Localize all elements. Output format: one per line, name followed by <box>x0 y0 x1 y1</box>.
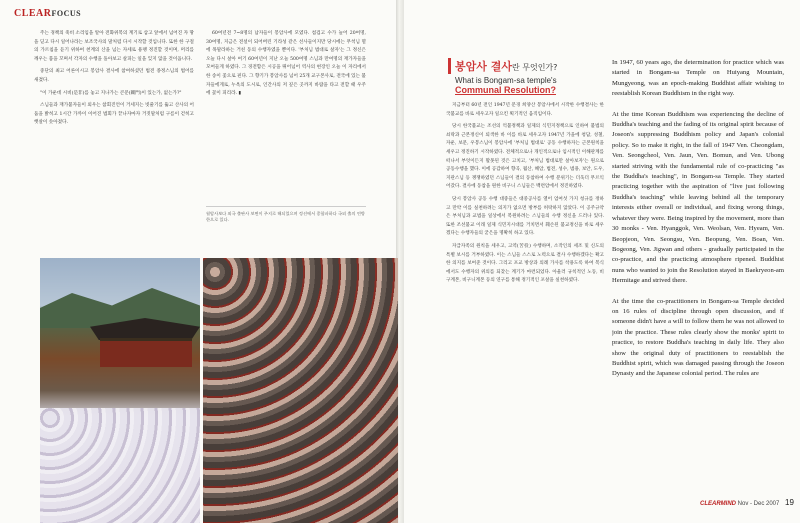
paragraph: 당시 봉암사 공동 수행 대중들은 대중공사를 열어 엄여섯 가지 청규를 정하고 만약 이를 실천하려는 의지가 없으면 방부를 허락하지 않았다. 이 공주규약은 부처님과 교법을 일상에서 복원하려는 스님들의 수행 정신을 드러나 있다. 또한 조선불교 이래 일제 식민지시대를 거치면서 훼손된 불교정신을 바로 세우겠다는 수행자들의 굳은을 명확히 하고 있다. <box>446 196 604 237</box>
paragraph: 중단의 최고 어른이시고 봉암사 결사에 참여하셨던 법전 종정스님의 법어를 새겼다. <box>34 69 194 83</box>
brand-suffix: FOCUS <box>51 9 82 18</box>
paragraph: In 1947, 60 years ago, the determination for practice which was started in Bongam-sa Temple on Huiyang Mountain, Mungyeong, was an epoch-making Buddhist affair wishing to reestablish Korean Buddhism in the right way. <box>612 59 784 98</box>
right-column-english <box>612 58 784 508</box>
paragraph: 주는 경책의 죽비 소리임을 알아 전화위복의 계기로 삼고 앞에서 넘어진 자 땅을 딛고 다시 일어나라는 보조국사의 말처럼 다시 시작할 것입니다. 또한 한 구절의 가르침을 듣기 위하여 천계의 산을 넘는 자세로 용맹 정진할 것이며, 머리를 깨우는 품을 꼬며서 각자의 수행을 돌아보고 살피는 일을 잊지 않을 것이옵니다. <box>34 31 194 62</box>
title-korean <box>448 58 608 74</box>
title-kr-main: 봉암사 결사 <box>455 60 512 73</box>
left-column-1 <box>34 30 194 250</box>
paragraph: At the time Korean Buddhism was experiencing the decline of Buddha's teaching and the fading of its original spirit because of Joseon's suppressing Buddhism policy and Japan's colonial policy. So to make it right, in the fall of 1947 Ven. Cheongdam, Ven. Seongcheol, Ven. Jaun, Ven. Bomun, and Ven. Ubong started striving with the fundamental rule of co-practicing "as the Buddha's teaching", in Bongam-sa Temple. They started practicing together with the aspiration of "live just following Buddha's teaching" while leaving behind all the temporary interests either overall or individual, and fixing wrong things, whatever they were. Being inspired by the movement, more than 30 monks - Ven. Hyanggok, Ven. Weolsan, Ven. Hyeam, Ven. Beopjeon, Ven. Seongsu, Ven. Beopung, Ven. Boan, Ven. Bogeong, Ven. Jigwan and others - gradually participated in the co-practice, and the practicing atmosphere ripened. Buddhist nuns who wanted to join the Resolution stayed in Baekryeon-am Hermitage and strived there. <box>612 110 784 285</box>
left-column-2 <box>206 30 366 190</box>
page-number: 19 <box>785 498 794 507</box>
page-footer <box>700 498 794 507</box>
paragraph: 지금부터 60년 전인 1947년 문경 희양산 봉암사에서 시작한 수행결사는 한국불교를 바로 세우고자 일으킨 획기적인 움직임이다. <box>446 103 604 117</box>
paragraph: At the time the co-practitioners in Bongam-sa Temple decided on 16 rules of discipline through open discussion, and if someone didn't have a will to follow them he was not allowed to join the practice. These rules clearly show the monks' spirit to practice, to restore Buddha's teaching in daily life. They also show the original duty of practitioners to reestablish the Buddhist spirit, which was damaged passing through the Joseon Dynasty and the Japanese colonial period. The rules are <box>612 297 784 378</box>
article-title <box>448 58 608 95</box>
right-column-korean <box>446 102 604 507</box>
paragraph: 60여년전 7~8명의 납자들이 봉암사에 모였다. 첨겁고 수가 늘어 20여명, 30여명, 지금은 전설이 되어버린 기라성 같은 선사들이지만 당시에는 무척님 멸에 목말라하는 거친 동의 수행자였을 뿐이다. '부처님 법대로 살자'는 그 정신은 오늘 다시 살아 여기 60여년이 지난 오늘 500여명 스님과 만여명의 재가자들을 모여들게 하였다. 그 경전함은 시공을 뛰어넘어 역사의 현장인 오늘 이 자리에서 한 송이 꽃으로 핀다. 그 향기가 봉암사를 넘어 25개 교구본사로, 전국에 있는 불자들에게로, 누옥의 도시로, 인간사의 저 깊은 곳까지 바람을 타고 전할 때 우주에 꽃이 피리라. ▮ <box>206 31 366 97</box>
temple-crowd-photo <box>40 258 200 523</box>
footer-magazine: CLEARMIND <box>700 501 736 507</box>
monks-assembly-photo <box>203 258 398 523</box>
paragraph: 스님들과 재가불자들이 외우는 참회진언이 거세지는 빗줄기를 뚫고 산사의 어둠을 밝히고 1시간 가까이 이어진 법회가 끝나자마자 거짓말처럼 구름이 걷히고 햇살이 솟아졌다. <box>34 103 194 126</box>
paragraph: "이 가운데 시비(是非)를 놓고 지나가는 콘문(關門)이 있는가, 없는가?" <box>40 90 182 96</box>
title-en-line1: What is Bongam-sa temple's <box>455 76 557 85</box>
mountain-shape <box>40 278 200 328</box>
temple-hall <box>100 338 192 367</box>
title-english <box>448 76 608 95</box>
brand-logo <box>14 8 81 19</box>
photo-caption: 월암사보다 외국 출판사 보면이 주지로 해되었으며 정선에서 종합파하다 국외 출의 연방한으로 있다. <box>206 206 366 223</box>
paragraph: 자급자족의 원칙을 세우고, 고역(苦役) 수행하며, 소작인의 세조 및 신도의 특별 보시를 거부하였다. 이는 스님들 스스로 노력으로 결사 수행하겠다는 확고한 의지를 보여준 것이다. 그리고 포교 방상과 의례 가사를 착용도록 하여 복식에서도 수행자의 위의를 되찾는 계기가 마련되었다. 아울러 규칙적인 노동, 비구계본, 비구니계본 등의 연구를 통해 정기적인 포살을 실천하였다. <box>446 243 604 284</box>
title-kr-rest: 란 무엇인가? <box>511 63 558 72</box>
seated-monks <box>203 258 398 523</box>
paragraph: 당시 한국불교는 조선의 억불정책과 일제의 식민지정책으로 인하여 불법의 쇠락과 근본정신이 퇴색한 바 이를 바로 세우고자 1947년 가을에 청담, 성철, 자운, 보문, 우봉스님이 봉암사에 '부처님 법대로' 공동 수행하자는 근본원칙을 세우고 정진하기 시작하였다. 전체적으로나 개인적으로나 임시적인 이해관계를 떠나서 부엇이든지 활못된 것은 고치고, '부처님 법대로만 살아보자'는 원으로 공동수행을 했다. 이에 공감하여 향곡, 월산, 혜암, 법전, 성수, 범용, 보안, 도우, 지관스님 등 쟁쟁하였던 스님들이 결의 동참하여 수행 분위기는 더욱더 무르익어갔다. 결사에 동참을 원한 비구니 스님들은 백련암에서 정진하였다. <box>446 124 604 190</box>
footer-issue: Nov - Dec 2007 <box>737 501 780 507</box>
title-en-line2: Communal Resolution? <box>455 85 556 95</box>
raincoat-crowd <box>40 408 200 523</box>
brand-name: CLEAR <box>14 8 52 19</box>
